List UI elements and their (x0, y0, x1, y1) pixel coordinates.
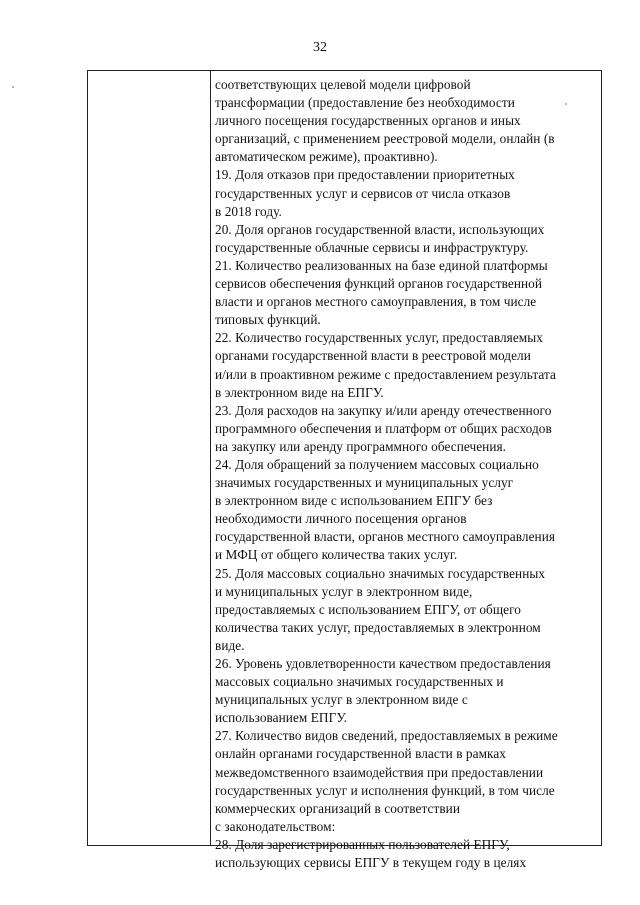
scan-speck (12, 86, 14, 88)
text-line: на закупку или аренду программного обеспечения. (215, 438, 507, 454)
text-line: межведомственного взаимодействия при предоставлении (215, 764, 544, 780)
text-line: массовых социально значимых государственных и (215, 674, 504, 690)
text-line: 22. Количество государственных услуг, предоставляемых (215, 330, 543, 346)
text-line: в электронном виде с использованием ЕПГУ без (215, 493, 493, 509)
text-line: автоматическом режиме), проактивно). (215, 149, 438, 165)
text-line: государственных услуг и исполнения функций, в том числе (215, 782, 555, 798)
text-line: и муниципальных услуг в электронном виде, (215, 583, 473, 599)
text-line: соответствующих целевой модели цифровой (215, 77, 471, 92)
text-line: использованием ЕПГУ. (215, 710, 347, 726)
text-line: типовых функций. (215, 312, 321, 328)
text-line: муниципальных услуг в электронном виде с (215, 692, 468, 708)
page-number: 32 (313, 40, 327, 55)
text-line: 23. Доля расходов на закупку и/или аренду отечественного (215, 402, 552, 418)
table-left-cell (88, 71, 211, 845)
text-line: государственные облачные сервисы и инфраструктуру. (215, 239, 529, 255)
text-line: органами государственной власти в реестровой модели (215, 348, 531, 364)
text-line: виде. (215, 637, 245, 653)
text-line: 24. Доля обращений за получением массовых социально (215, 456, 539, 472)
text-line: трансформации (предоставление без необходимости (215, 95, 515, 111)
text-line: государственной власти, органов местного самоуправления (215, 529, 556, 545)
text-line: личного посещения государственных органов и иных (215, 113, 521, 129)
text-line: 26. Уровень удовлетворенности качеством предоставления (215, 656, 551, 671)
text-line: 19. Доля отказов при предоставлении приоритетных (215, 167, 515, 183)
text-line: государственных услуг и сервисов от числа отказов (215, 185, 511, 201)
text-line: и/или в проактивном режиме с предоставлением результата (215, 366, 557, 382)
text-line: 28. Доля зарегистрированных пользователей ЕПГУ, (215, 836, 510, 852)
text-line: необходимости личного посещения органов (215, 511, 467, 527)
text-line: использующих сервисы ЕПГУ в текущем году в целях (215, 855, 527, 871)
text-line: власти и органов местного самоуправления, в том числе (215, 294, 537, 310)
text-line: и МФЦ от общего количества таких услуг. (215, 547, 458, 563)
text-line: организаций, с применением реестровой модели, онлайн (в (215, 131, 555, 147)
text-line: коммерческих организаций в соответствии (215, 800, 460, 816)
text-line: количества таких услуг, предоставляемых в электронном (215, 619, 541, 635)
text-line: 20. Доля органов государственной власти, использующих (215, 221, 545, 237)
text-line: значимых государственных и муниципальных услуг (215, 475, 514, 491)
text-line: 25. Доля массовых социально значимых государственных (215, 565, 546, 581)
document-table (87, 70, 602, 871)
text-line: 27. Количество видов сведений, предоставляемых в режиме (215, 728, 558, 744)
text-line: предоставляемых с использованием ЕПГУ, от общего (215, 601, 521, 617)
text-line: 21. Количество реализованных на базе единой платформы (215, 257, 548, 273)
table-right-cell (211, 71, 601, 871)
text-line: программного обеспечения и платформ от общих расходов (215, 420, 552, 436)
text-line: с законодательством: (215, 818, 336, 834)
text-line: в 2018 году. (215, 203, 282, 219)
text-line: онлайн органами государственной власти в рамках (215, 746, 506, 762)
text-line: сервисов обеспечения функций органов государственной (215, 276, 543, 292)
text-line: в электронном виде на ЕПГУ. (215, 384, 384, 400)
